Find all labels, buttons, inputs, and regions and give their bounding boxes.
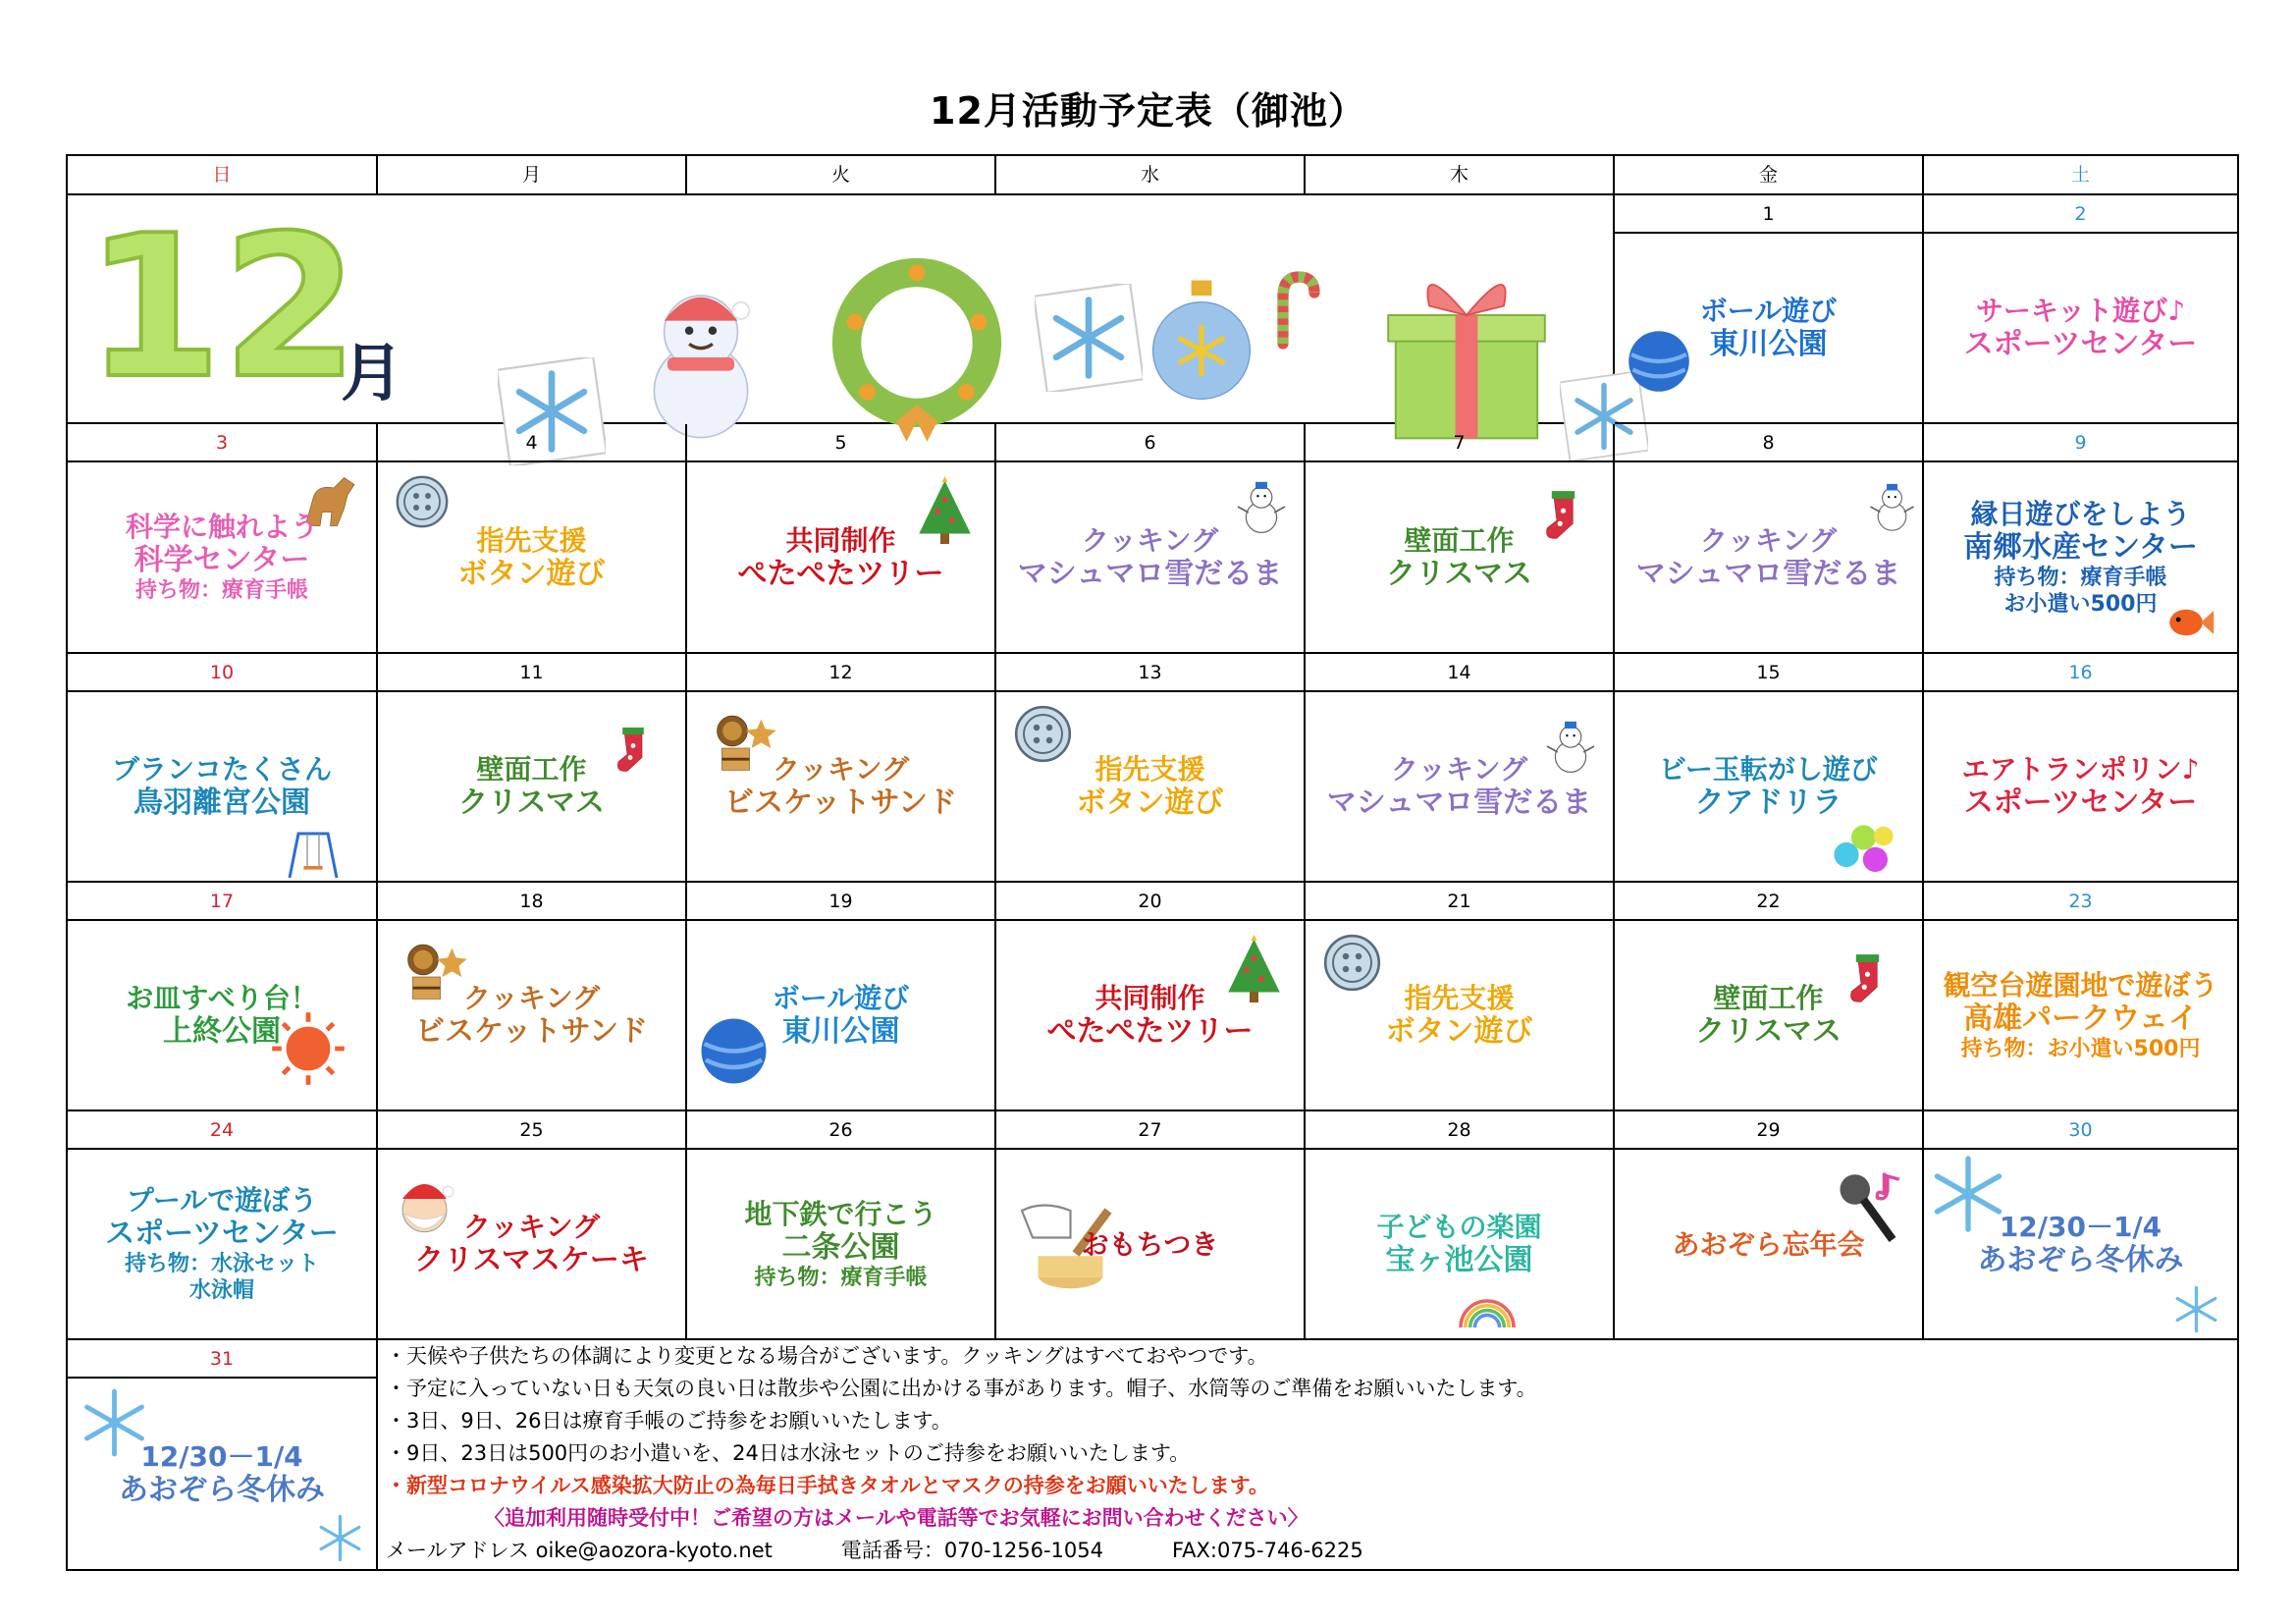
activity-title: あおぞら忘年会 (1672, 1227, 1865, 1261)
day-cell[interactable] (996, 1150, 1306, 1340)
weekday-header: 日 (68, 156, 378, 195)
day-cell[interactable] (1615, 462, 1924, 654)
activity-place: 科学センター (133, 543, 310, 577)
day-cell[interactable] (68, 1379, 378, 1569)
day-cell[interactable] (1924, 1150, 2237, 1340)
day-cell[interactable] (1924, 234, 2237, 424)
activity-title: 縁日遊びをしよう (1970, 497, 2191, 530)
day-number: 19 (687, 883, 996, 921)
weekday-header: 土 (1924, 156, 2237, 195)
note-line: ・天候や子供たちの体調により変更となる場合がございます。クッキングはすべておやつです。 (386, 1344, 1268, 1368)
activity-place: 宝ヶ池公園 (1385, 1243, 1533, 1277)
activity-place: あおぞら冬休み (1977, 1243, 2184, 1277)
day-cell[interactable] (378, 921, 687, 1111)
page-title: 12月活動予定表（御池） (930, 89, 1366, 133)
activity-place: マシュマロ雪だるま (1017, 556, 1283, 591)
day-number: 4 (378, 424, 687, 462)
day-cell[interactable] (1615, 234, 1924, 424)
day-number: 2 (1924, 195, 2237, 234)
activity (1306, 1150, 1613, 1338)
activity (378, 462, 685, 652)
activity-title: 指先支援 (476, 523, 587, 557)
activity (68, 921, 376, 1110)
activity-place: 鳥羽離宮公園 (133, 785, 310, 820)
day-cell[interactable] (996, 921, 1306, 1111)
activity-note: 持ち物：療育手帳 (1994, 565, 2167, 590)
day-cell[interactable] (68, 921, 378, 1111)
activity-title: クッキング (462, 982, 601, 1014)
activity-title: クッキング (462, 1211, 601, 1243)
activity (1615, 234, 1922, 422)
candy-cane-icon (1255, 254, 1334, 362)
day-number: 6 (996, 424, 1306, 462)
activity-place: ボタン遊び (1385, 1014, 1533, 1049)
activity-note: 持ち物：お小遣い500円 (1960, 1036, 2201, 1061)
activity (996, 921, 1304, 1110)
activity-title: 地下鉄で行こう (744, 1197, 937, 1230)
activity-title: 12/30－1/4 (1999, 1211, 2163, 1243)
day-number: 8 (1615, 424, 1924, 462)
banner-month-number: 12 (85, 193, 359, 422)
day-cell[interactable] (687, 692, 996, 883)
day-cell[interactable] (687, 921, 996, 1111)
day-cell[interactable] (1306, 692, 1615, 883)
note-line: ・9日、23日は500円のお小遣いを、24日は水泳セットのご持参をお願いいたします。 (386, 1441, 1191, 1465)
activity-title: 共同制作 (785, 523, 896, 557)
activity-place: ビスケットサンド (724, 785, 957, 820)
note-line: ・予定に入っていない日も天気の良い日は散歩や公園に出かける事があります。帽子、水筒等のご準備をお願いいたします。 (386, 1377, 1537, 1400)
activity (1306, 462, 1613, 652)
activity-place: ボタン遊び (457, 556, 606, 591)
day-number: 1 (1615, 195, 1924, 234)
activity (687, 692, 994, 881)
activity-place: 上終公園 (163, 1014, 281, 1049)
activity (687, 462, 994, 652)
activity-note: 持ち物：療育手帳 (134, 578, 308, 603)
activity-title: お皿すべり台！ (126, 982, 318, 1014)
day-number: 27 (996, 1111, 1306, 1150)
activity-title: 指先支援 (1404, 982, 1515, 1014)
activity-place: マシュマロ雪だるま (1326, 785, 1592, 820)
activity-place: ぺたぺたツリー (737, 556, 944, 591)
day-number: 25 (378, 1111, 687, 1150)
day-cell[interactable] (1924, 692, 2237, 883)
month-banner (68, 195, 1615, 424)
activity-title: ボール遊び (772, 982, 910, 1014)
activity (1615, 921, 1922, 1110)
day-cell[interactable] (1924, 462, 2237, 654)
activity-title: 科学に触れよう (125, 511, 318, 543)
day-number: 11 (378, 654, 687, 692)
day-number: 9 (1924, 424, 2237, 462)
day-number: 23 (1924, 883, 2237, 921)
activity (687, 921, 994, 1110)
activity-place: クアドリラ (1694, 785, 1842, 820)
activity-title: おもちつき (1081, 1227, 1219, 1261)
activity-place: マシュマロ雪だるま (1635, 556, 1901, 591)
day-cell[interactable] (1615, 692, 1924, 883)
activity (1924, 462, 2237, 652)
day-cell[interactable] (378, 462, 687, 654)
day-cell[interactable] (1306, 462, 1615, 654)
ornament-ball-icon (1138, 264, 1265, 411)
activity-title: ビー玉転がし遊び (1659, 753, 1878, 785)
activity-title: 壁面工作 (1713, 982, 1824, 1014)
activity-place: あおぞら冬休み (119, 1473, 325, 1507)
day-cell[interactable] (996, 462, 1306, 654)
day-number: 30 (1924, 1111, 2237, 1150)
note-line: 〈追加利用随時受付中！ご希望の方はメールや電話等でお気軽にお問い合わせください〉 (484, 1506, 1308, 1530)
activity-title: ボール遊び (1699, 295, 1838, 327)
note-line: ・新型コロナウイルス感染拡大防止の為毎日手拭きタオルとマスクの持参をお願いいたします。 (386, 1474, 1270, 1497)
activity-title: 12/30－1/4 (140, 1440, 303, 1473)
activity (1924, 692, 2237, 881)
day-number: 20 (996, 883, 1306, 921)
activity-place: クリスマス (458, 785, 605, 820)
activity-place: ビスケットサンド (415, 1014, 648, 1049)
day-number: 21 (1306, 883, 1615, 921)
day-number: 14 (1306, 654, 1615, 692)
activity-note: お小遣い500円 (2003, 591, 2158, 617)
activity-title: プールで遊ぼう (126, 1184, 318, 1217)
activity (1924, 921, 2237, 1110)
day-number: 31 (68, 1340, 378, 1379)
contact-email[interactable]: メールアドレス oike@aozora-kyoto.net (386, 1539, 773, 1562)
activity-place: クリスマス (1386, 556, 1532, 591)
activity-place: クリスマス (1695, 1014, 1842, 1049)
activity (68, 692, 376, 881)
banner-month-kanji: 月 (341, 338, 403, 410)
activity-place: 高雄パークウェイ (1963, 1001, 2198, 1036)
notes-area (378, 1340, 2237, 1569)
day-cell[interactable] (68, 1150, 378, 1340)
activity (996, 692, 1304, 881)
activity-place: クリスマスケーキ (414, 1243, 649, 1277)
activity (68, 1379, 376, 1569)
activity-title: クッキング (1699, 523, 1838, 557)
weekday-header: 木 (1306, 156, 1615, 195)
activity-title: クッキング (772, 753, 910, 785)
activity-title: クッキング (1081, 523, 1219, 557)
activity-place: 東川公園 (1709, 327, 1828, 361)
snowflake-icon (1035, 284, 1143, 392)
day-cell[interactable] (1615, 921, 1924, 1111)
activity-place: 二条公園 (781, 1229, 900, 1265)
day-cell[interactable] (687, 462, 996, 654)
day-number: 7 (1306, 424, 1615, 462)
activity-place: 東川公園 (781, 1014, 900, 1049)
day-cell[interactable] (68, 692, 378, 883)
note-line: ・3日、9日、26日は療育手帳のご持参をお願いいたします。 (386, 1409, 952, 1433)
day-number: 5 (687, 424, 996, 462)
activity-title: エアトランポリン♪ (1961, 753, 2200, 785)
activity (996, 1150, 1304, 1338)
day-cell[interactable] (1306, 921, 1615, 1111)
activity-title: 観空台遊園地で遊ぼう (1943, 968, 2218, 1001)
day-cell[interactable] (378, 1150, 687, 1340)
activity (378, 921, 685, 1110)
day-cell[interactable] (1924, 921, 2237, 1111)
day-number: 3 (68, 424, 378, 462)
day-number: 15 (1615, 654, 1924, 692)
wreath-icon (814, 235, 1020, 451)
day-cell[interactable] (1306, 1150, 1615, 1340)
day-number: 16 (1924, 654, 2237, 692)
activity (1615, 692, 1922, 881)
activity-note: 水泳帽 (188, 1278, 254, 1303)
activity-title: 子どもの楽園 (1376, 1211, 1542, 1243)
activity-title: クッキング (1390, 753, 1528, 785)
day-number: 24 (68, 1111, 378, 1150)
day-number: 13 (996, 654, 1306, 692)
day-number: 28 (1306, 1111, 1615, 1150)
activity-note: 持ち物：療育手帳 (754, 1265, 928, 1290)
activity (687, 1150, 994, 1338)
day-cell[interactable] (1615, 1150, 1924, 1340)
day-number: 29 (1615, 1111, 1924, 1150)
activity-place: 南郷水産センター (1963, 529, 2198, 565)
contact-phone: 電話番号：070-1256-1054 (840, 1539, 1103, 1562)
day-cell[interactable] (68, 462, 378, 654)
activity (996, 462, 1304, 652)
activity (1924, 1150, 2237, 1338)
activity (1306, 692, 1613, 881)
activity-title: 壁面工作 (476, 753, 587, 785)
activity-place: スポーツセンター (1963, 785, 2198, 820)
activity-title: サーキット遊び♪ (1975, 295, 2186, 327)
activity (378, 1150, 685, 1338)
activity (1615, 462, 1922, 652)
activity-title: 壁面工作 (1404, 523, 1515, 557)
activity-title: 指先支援 (1095, 753, 1205, 785)
day-cell[interactable] (687, 1150, 996, 1340)
day-number: 26 (687, 1111, 996, 1150)
activity (378, 692, 685, 881)
day-cell[interactable] (378, 692, 687, 883)
activity (1306, 921, 1613, 1110)
activity (1615, 1150, 1922, 1338)
activity (68, 462, 376, 652)
activity-place: ボタン遊び (1076, 785, 1224, 820)
contact-fax: FAX:075-746-6225 (1171, 1539, 1363, 1562)
day-number: 10 (68, 654, 378, 692)
activity-note: 持ち物：水泳セット (124, 1252, 319, 1276)
weekday-header: 水 (996, 156, 1306, 195)
day-number: 18 (378, 883, 687, 921)
activity-place: スポーツセンター (105, 1217, 339, 1251)
activity-title: ブランコたくさん (111, 753, 332, 785)
day-number: 12 (687, 654, 996, 692)
activity-place: ぺたぺたツリー (1046, 1014, 1254, 1049)
weekday-header: 火 (687, 156, 996, 195)
day-number: 17 (68, 883, 378, 921)
weekday-header: 月 (378, 156, 687, 195)
day-number: 22 (1615, 883, 1924, 921)
activity-title: 共同制作 (1095, 982, 1205, 1014)
activity (68, 1150, 376, 1338)
activity (1924, 234, 2237, 422)
day-cell[interactable] (996, 692, 1306, 883)
calendar-grid (66, 154, 2239, 1571)
activity-place: スポーツセンター (1963, 327, 2198, 361)
weekday-header: 金 (1615, 156, 1924, 195)
contact-line (386, 1535, 2237, 1567)
